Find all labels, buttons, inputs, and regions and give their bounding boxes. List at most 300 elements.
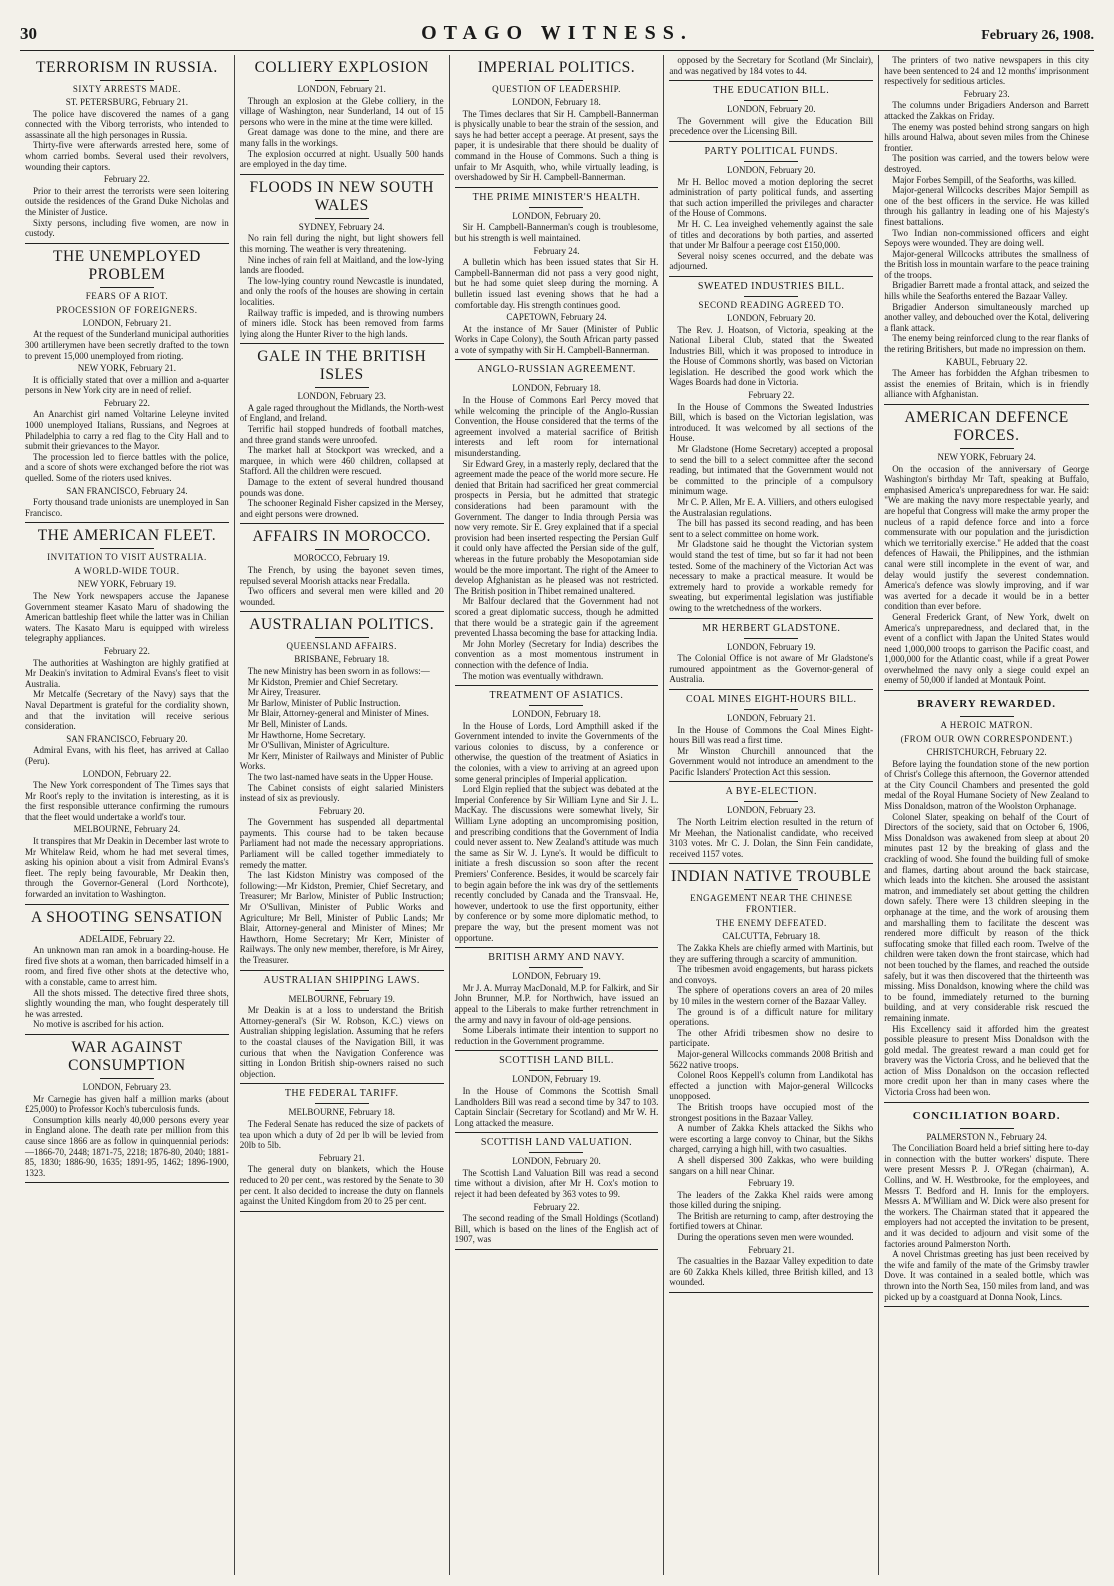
article-headline: CONCILIATION BOARD. xyxy=(912,1109,1061,1122)
article-separator xyxy=(455,685,659,686)
paragraph: Sir Edward Grey, in a masterly reply, declared that the agreement made the peace of the world more secure. He denied that Britain had sacrificed her great commercial prospects in Persia, but he admitted that strategic considerations had been paramount with the Government. The danger to India through Persia was now very remote. Sir E. Grey explained that if a special provision had been inserted respecting the Persian Gulf it could only have affected the Persian side of the gulf, whereas in the future probably the Mesopotamian side would be the more important. The right of the Ameer to develop Afghanistan as he pleased was not restricted. The British position in Thibet remained unaltered. xyxy=(454,458,659,596)
article-headline: GALE IN THE BRITISH ISLES xyxy=(257,348,427,384)
article-separator xyxy=(884,690,1089,691)
paragraph: The Federal Senate has reduced the size of packets of tea upon which a duty of 2d per lb will be levied from 20lb to 5lb. xyxy=(239,1118,444,1151)
paragraph: During the operations seven men were wounded. xyxy=(677,1232,854,1243)
article-headline: TREATMENT OF ASIATICS. xyxy=(489,690,624,702)
paragraph: opposed by the Secretary for Scotland (Mr Sinclair), and was negatived by 184 votes to 44. xyxy=(669,55,874,76)
dateline: NEW YORK, February 24. xyxy=(937,452,1036,462)
paragraph: Great damage was done to the mine, and there are many falls in the workings. xyxy=(239,127,444,148)
article-headline: THE FEDERAL TARIFF. xyxy=(284,1088,399,1100)
paragraph: The tribesmen avoid engagements, but harass pickets and convoys. xyxy=(669,964,874,985)
headline-rule xyxy=(744,161,798,162)
dateline: CAPETOWN, February 24. xyxy=(506,312,607,323)
article-separator xyxy=(669,863,873,864)
dateline: MOROCCO, February 19. xyxy=(293,553,390,564)
paragraph: The Rev. J. Hoatson, of Victoria, speaking at the National Liberal Club, stated that the Sweated Industries Bill, which it was proposed to introduce in the House of Commons shortly, was based on Victorian legislation. He described the good work which the Wages Boards had done in Victoria. xyxy=(669,324,874,388)
paragraph: Mr Airey, Treasurer. xyxy=(247,687,321,698)
paragraph: The printers of two native newspapers in this city have been sentenced to 24 and 12 months' imprisonment respectively for seditious articles. xyxy=(884,55,1089,87)
paragraph: The leaders of the Zakka Khel raids were among those killed during the sniping. xyxy=(669,1189,874,1211)
article-subheading: QUESTION OF LEADERSHIP. xyxy=(492,84,621,94)
article-headline: SCOTTISH LAND BILL. xyxy=(499,1055,614,1067)
headline-rule xyxy=(529,1070,583,1071)
paragraph: Mr Bell, Minister of Lands. xyxy=(247,718,348,729)
paragraph: The Conciliation Board held a brief sitting here to-day in connection with the butter workers' dispute. There were present Messrs P. J. O'Regan (chairman), A. Collins, and W. H. Westbrooke, for the employees, and Messrs T. Bedford and H. Innis for the employers. Messrs A. M'William and W. Dick were also present for the workers. The Chairman stated that it appeared the employers had not accepted the invitation to be present, and it was decided to adjourn and visit some of the factories around Palmerston North. xyxy=(884,1143,1089,1249)
paragraph: The authorities at Washington are highly gratified at Mr Deakin's invitation to Admiral Evans's fleet to visit Australia. xyxy=(25,657,229,689)
article-headline: BRAVERY REWARDED. xyxy=(917,698,1057,711)
article-separator xyxy=(25,904,229,905)
headline-rule xyxy=(960,1128,1014,1129)
dateline: SYDNEY, February 24. xyxy=(298,221,385,232)
article xyxy=(669,623,873,685)
article-separator xyxy=(25,1182,229,1183)
issue-date: February 26, 1908. xyxy=(981,28,1094,43)
headline-rule xyxy=(529,1152,583,1153)
paragraph: The general duty on blankets, which the House reduced to 20 per cent., was restored by the Senate to 30 per cent. It also decided to increase the duty on flannels against the United Kingdom from 20 to 25 per cent. xyxy=(239,1164,444,1207)
dateline: BRISBANE, February 18. xyxy=(294,654,390,665)
paragraph: The Government has suspended all departmental payments. This course had to be taken because Parliament had not made the necessary appropriations. Parliament will be called together immediately to remedy the matter. xyxy=(239,817,444,870)
article-separator xyxy=(455,1132,659,1133)
headline-rule xyxy=(315,387,369,388)
paragraph: Mr Kidston, Premier and Chief Secretary. xyxy=(247,676,398,687)
paragraph: The two last-named have seats in the Upper House. xyxy=(247,771,433,782)
headline-rule xyxy=(744,709,798,710)
article xyxy=(669,55,873,76)
article xyxy=(455,59,659,183)
paragraph: The Times declares that Sir H. Campbell-Bannerman is physically unable to bear the strain of the session, and says he had better accept a peerage. At present, says the paper, it is undesirable that there should be duality of command in the House of Commons. Such a thing is unfair to Mr Asquith, who, while virtually leading, is overshadowed by Sir H. Campbell-Bannerman. xyxy=(454,108,659,183)
article-headline: A BYE-ELECTION. xyxy=(725,786,817,798)
paragraph: Colonel Slater, speaking on behalf of the Court of Directors of the society, said that on October 6, 1906, Miss Donaldson was awakened from sleep at about 20 minutes past 12 by the breaking of glass and the crackling of wood. She found the building full of smoke and flames, darting about around the back staircase, which leads into the kitchen. She aroused the assistant matron, and immediately set about getting the children down safely. There were 13 children sleeping in the orphanage at the time, and the work of arousing them and marshalling them to facilitate the descent was rendered more difficult by reason of the thick suffocating smoke that filled each room. Twelve of the children were taken down the front staircase, which had not been touched by the flames, and reached the outside safely, but it was then discovered that the thirteenth was missing. Miss Donaldson, knowing where the child was to be found, immediately returned to the burning building, and at very considerable risk rescued the remaining inmate. xyxy=(884,811,1089,1023)
paragraph: Nine inches of rain fell at Maitland, and the low-lying lands are flooded. xyxy=(239,254,444,276)
dateline: LONDON, February 22. xyxy=(82,768,172,779)
dateline: February 24. xyxy=(533,245,580,256)
dateline: LONDON, February 23. xyxy=(297,391,386,402)
article-subheading: INVITATION TO VISIT AUSTRALIA. xyxy=(47,552,207,563)
paragraph: Brigadier Anderson simultaneously marched up another valley, and debouched over the Kotal, delivering a flank attack. xyxy=(884,301,1089,333)
paragraph: Mr John Morley (Secretary for India) describes the convention as a most momentous instrument in connection with the defence of India. xyxy=(454,638,659,670)
paragraph: Forty thousand trade unionists are unemployed in San Francisco. xyxy=(25,497,229,518)
article xyxy=(240,616,444,965)
article-separator xyxy=(25,522,229,523)
paragraph: Mr Gladstone (Home Secretary) accepted a proposal to send the bill to a select committee after the second reading, but intimated that the Government would not be committed to the principle of a compulsory minimum wage. xyxy=(669,444,874,497)
paragraph: Railway traffic is impeded, and is throwing numbers of miners idle. Stock has been removed from farms lying along the Hunter River to the high lands. xyxy=(239,307,444,339)
dateline: LONDON, February 18. xyxy=(512,97,601,107)
dateline: MELBOURNE, February 18. xyxy=(288,1107,395,1118)
paragraph: All the shots missed. The detective fired three shots, slightly wounding the man, who fought desperately till he was arrested. xyxy=(25,987,229,1019)
paragraph: Mr Blair, Attorney-general and Minister of Mines. xyxy=(247,708,429,719)
dateline: LONDON, February 23. xyxy=(82,1081,172,1092)
paragraph: Mr C. P. Allen, Mr E. A. Villiers, and others eulogised the Australasian regulations. xyxy=(669,497,874,518)
paragraph: His Excellency said it afforded him the greatest possible pleasure to present Miss Donaldson with the gold medal. The greatest reward a man could get for bravery was the Victoria Cross, and he believed that the action of Miss Donaldson on the occasion reflected more credit upon her than in many cases where the Victoria Cross had been won. xyxy=(884,1023,1089,1098)
paragraph: Mr Winston Churchill announced that the Government would not introduce an amendment to the Pacific Islanders' Protection Act this session. xyxy=(669,745,874,777)
paragraph: The New York newspapers accuse the Japanese Government steamer Kasato Maru of shadowing the American battleship fleet while the latter was in Chilian waters. The Kasato Maru is equipped with wireless telegraphy appliances. xyxy=(25,591,229,644)
headline-rule xyxy=(960,448,1014,449)
headline-rule xyxy=(100,287,154,288)
article-separator xyxy=(240,1211,444,1212)
article-separator xyxy=(669,689,873,690)
column-5 xyxy=(879,55,1094,1575)
article-separator xyxy=(240,174,444,175)
article-headline: SWEATED INDUSTRIES BILL. xyxy=(697,280,845,292)
paragraph: Two Indian non-commissioned officers and eight Sepoys were wounded. They are doing well. xyxy=(884,227,1089,249)
headline-rule xyxy=(315,218,369,219)
dateline: LONDON, February 19. xyxy=(727,641,816,652)
paragraph: Brigadier Barrett made a frontal attack, and seized the hills while the Seaforths entered the Bazaar Valley. xyxy=(884,280,1089,302)
article-headline: THE AMERICAN FLEET. xyxy=(37,527,217,545)
article-separator xyxy=(669,80,873,81)
headline-rule xyxy=(960,716,1014,717)
paragraph: A number of Zakka Khels attacked the Sikhs who were escorting a large convoy to Chinar, but the Sikhs charged, carrying a high hill, with two casualties. xyxy=(669,1123,874,1155)
article xyxy=(455,364,659,681)
paragraph: Mr O'Sullivan, Minister of Agriculture. xyxy=(247,740,390,751)
paragraph: The enemy being reinforced clung to the rear flanks of the retiring Britishers, but made no impression on them. xyxy=(884,333,1089,355)
paragraph: Through an explosion at the Glebe colliery, in the village of Washington, near Sunderland, 14 out of 15 persons who were in the mine at the time were killed. xyxy=(239,95,444,127)
article-subheading: QUEENSLAND AFFAIRS. xyxy=(286,641,397,652)
dateline: February 20. xyxy=(318,805,365,816)
article-separator xyxy=(669,618,873,619)
article-separator xyxy=(240,523,444,524)
paragraph: The second reading of the Small Holdings (Scotland) Bill, which is based on the lines of the English act of 1907, was xyxy=(454,1213,659,1245)
paragraph: Mr Deakin is at a loss to understand the British Attorney-general's (Sir W. Robson, K.C.) views on Australian shipping legislation. Assuming that he refers to the coastal clauses of the Navigation Bill, it was curious that when the Navigation Conference was sitting in London British ship-owners raised no such objection. xyxy=(239,1005,444,1079)
paragraph: On the occasion of the anniversary of George Washington's birthday Mr Taft, speaking at Buffalo, emphasised America's unpreparedness for war. He said: "We are making the navy more respectable yearly, and are hopeful that Congress will make the army proper the nucleus of a rapid defence force and into a force commensurate with our population and the jurisdiction which we territorially exercise." He added that the coast defences of Hawaii, the Philippines, and the isthmian canal were still incomplete in the event of war, and delay would justify the severest condemnation. America's defence was slowly improving, and if war was averted for a decade it would be in a better condition than ever before. xyxy=(884,463,1089,612)
headline-rule xyxy=(529,80,583,81)
article-separator xyxy=(25,243,229,244)
paragraph: Sixty persons, including five women, are now in custody. xyxy=(25,217,229,239)
paragraph: It is officially stated that over a million and a-quarter persons in New York city are in need of relief. xyxy=(25,374,229,396)
paragraph: A gale raged throughout the Midlands, the North-west of England, and Ireland. xyxy=(239,402,444,424)
dateline: February 22. xyxy=(103,397,150,408)
article-subheading: A HEROIC MATRON. xyxy=(940,720,1033,731)
headline-rule xyxy=(744,296,798,297)
paragraph: Mr H. Belloc moved a motion deploring the secret administration of party political funds, and asserting that such action imperilled the privileges and character of the House of Commons. xyxy=(669,176,874,219)
article xyxy=(240,975,444,1080)
headline-rule xyxy=(744,638,798,639)
headline-rule xyxy=(529,379,583,380)
paragraph: The other Afridi tribesmen show no desire to participate. xyxy=(669,1027,874,1049)
paragraph: In the House of Commons the Sweated Industries Bill, which is based on the Victorian legislation, was introduced. It was welcomed by all sections of the House. xyxy=(669,401,874,444)
dateline: February 22. xyxy=(533,1201,580,1212)
article xyxy=(25,527,229,899)
article-headline: MR HERBERT GLADSTONE. xyxy=(702,622,841,634)
dateline: LONDON, February 18. xyxy=(512,709,601,720)
article-headline: INDIAN NATIVE TROUBLE xyxy=(671,868,872,886)
paragraph: In the House of Commons the Scottish Small Landholders Bill was read a second time by 347 to 103. Captain Sinclair (Secretary for Scotland) and Mr W. H. Long attacked the measure. xyxy=(454,1085,659,1128)
paragraph: The procession led to fierce battles with the police, and a score of shots were exchanged before the riot was quelled. Some of the rioters used knives. xyxy=(25,451,229,484)
paragraph: Lord Elgin replied that the subject was debated at the Imperial Conference by Sir William Lyne and Sir J. L. MacKay. The discussions were somewhat lively, Sir William Lyne adopting an uncompromising position, and prescribing conditions that the Government of India could never assent to. New Zealand's attitude was much the same as Sir W. J. Lyne's. It would be difficult to initiate a fresh discussion so soon after the recent Premiers' Conference. Besides, it would be scarcely fair to begin again before the ink was dry of the settlements recently concluded by Canada and the Transvaal. He, however, undertook to use the first opportunity, either by conference or by some more diplomatic method, to prepare the way, but the present moment was not opportune. xyxy=(454,784,659,943)
article xyxy=(240,528,444,607)
article-separator xyxy=(240,611,444,612)
headline-rule xyxy=(529,705,583,706)
paragraph: Major-general Willcocks attributes the smallness of the British loss in mountain warfare to the peace training of the troops. xyxy=(884,248,1089,280)
paragraph: Major-general Willcocks commands 2008 British and 5622 native troops. xyxy=(669,1048,874,1070)
paragraph: A novel Christmas greeting has just been received by the wife and family of the mate of the Grimsby trawler Dove. It was contained in a sealed bottle, which was thrown into the North Sea, 150 miles from land, and was picked up by a coastguard at Donna Nook, Lincs. xyxy=(884,1249,1089,1302)
dateline: LONDON, February 21. xyxy=(82,317,172,328)
column-2 xyxy=(235,55,450,1575)
article xyxy=(669,281,873,614)
dateline: LONDON, February 20. xyxy=(512,1156,601,1167)
dateline: CHRISTCHURCH, February 22. xyxy=(926,747,1047,758)
paragraph: The market hall at Stockport was wrecked, and a marquee, in which were 460 children, collapsed at Stafford. All the children were rescued. xyxy=(239,445,444,477)
headline-rule xyxy=(100,1078,154,1079)
article-subheading: THE ENEMY DEFEATED. xyxy=(715,918,827,929)
article-headline: AMERICAN DEFENCE FORCES. xyxy=(904,409,1069,444)
paragraph: The last Kidston Ministry was composed of the following:—Mr Kidston, Premier, Chief Secretary, and Treasurer; Mr Barlow, Minister of Public Instruction; Mr O'Sullivan, Minister of Public Works and Agriculture; Mr Bell, Minister of Public Lands; Mr Blair, Attorney-general and Minister of Mines; Mr Hawthorn, Home Secretary; Mr Kerr, Minister of Railways. The only new member, therefore, is Mr Airey, the Treasurer. xyxy=(239,870,444,965)
article-headline: A SHOOTING SENSATION xyxy=(31,908,223,926)
paragraph: Terrific hail stopped hundreds of football matches, and three grand stands were unroofed. xyxy=(239,424,444,445)
article-separator xyxy=(455,1249,659,1250)
article-headline: SCOTTISH LAND VALUATION. xyxy=(480,1137,633,1149)
headline-rule xyxy=(529,207,583,208)
dateline: MELBOURNE, February 24. xyxy=(73,824,181,835)
paragraph: Mr Barlow, Minister of Public Instruction. xyxy=(247,697,401,708)
paragraph: The ground is of a difficult nature for military operations. xyxy=(669,1006,874,1028)
headline-rule xyxy=(315,80,369,81)
article-headline: WAR AGAINST CONSUMPTION xyxy=(68,1038,186,1074)
paragraph: The columns under Brigadiers Anderson and Barrett attacked the Zakkas on Friday. xyxy=(884,100,1089,121)
article-separator xyxy=(884,1306,1089,1307)
paragraph: Mr J. A. Murray MacDonald, M.P. for Falkirk, and Sir John Brunner, M.P. for Northwich, have issued an appeal to the Liberals to make further retrenchment in the army and navy in favour of old-age pensions. xyxy=(454,982,659,1025)
dateline: ADELAIDE, February 22. xyxy=(78,933,175,944)
article-separator xyxy=(25,1034,229,1035)
article xyxy=(25,59,229,239)
paragraph: In the House of Commons the Coal Mines Eight-hours Bill was read a first time. xyxy=(669,724,874,746)
paragraph: In the House of Commons Earl Percy moved that while welcoming the principle of the Anglo-Russian Convention, the House considered that the terms of the agreement involved a material sacrifice of British interests and left room for international misunderstanding. xyxy=(454,395,659,459)
article-separator xyxy=(884,404,1089,405)
article xyxy=(240,179,444,340)
paragraph: Mr Gladstone said he thought the Victorian system would stand the test of time, but so far it had not been tested. Some of the machinery of the Victorian Act was necessary to make a practical measure. It would be extremely hard to provide a workable remedy for sweating, but experimental legislation was justifiable owing to the wretchedness of the workers. xyxy=(669,539,874,613)
paragraph: Prior to their arrest the terrorists were seen loitering outside the residences of the Grand Duke Nicholas and the Minister of Justice. xyxy=(25,185,229,217)
headline-rule xyxy=(100,930,154,931)
paragraph: The Cabinet consists of eight salaried Ministers instead of six as previously. xyxy=(239,782,444,804)
article-subheading: (FROM OUR OWN CORRESPONDENT.) xyxy=(900,734,1073,745)
column-4 xyxy=(664,55,879,1575)
paragraph: At the instance of Mr Sauer (Minister of Public Works in Cape Colony), the South African party passed a vote of sympathy with Sir H. Campbell-Bannerman. xyxy=(454,323,659,355)
paragraph: No motive is ascribed for his action. xyxy=(33,1019,164,1030)
article-separator xyxy=(455,947,659,948)
paragraph: The bill has passed its second reading, and has been sent to a select committee on home work. xyxy=(669,518,874,539)
paragraph: Admiral Evans, with his fleet, has arrived at Callao (Peru). xyxy=(25,745,229,766)
paragraph: The motion was eventually withdrawn. xyxy=(462,670,604,681)
dateline: February 23. xyxy=(963,88,1010,99)
paragraph: The low-lying country round Newcastle is inundated, and only the roofs of the houses are showing in certain localities. xyxy=(239,275,444,307)
dateline: LONDON, February 20. xyxy=(727,312,816,323)
paragraph: Two officers and several men were killed and 20 wounded. xyxy=(239,586,444,607)
headline-rule xyxy=(744,889,798,890)
column-3 xyxy=(450,55,665,1575)
dateline: February 22. xyxy=(103,174,150,185)
paragraph: Mr H. C. Lea inveighed vehemently against the sale of titles and decorations by both parties, and asserted that under Mr Balfour a peerage cost £150,000. xyxy=(669,218,874,251)
paragraph: Before laying the foundation stone of the new portion of Christ's College this afternoon, the Governor attended at the City Council Chambers and presented the gold medal of the Royal Humane Society of New Zealand to Miss Donaldson, matron of the Woolston Orphanage. xyxy=(884,758,1089,812)
article-separator xyxy=(884,1102,1089,1103)
dateline: NEW YORK, February 19. xyxy=(77,579,177,590)
paragraph: Mr Kerr, Minister of Railways and Minister of Public Works. xyxy=(239,750,444,772)
dateline: February 22. xyxy=(103,645,150,656)
dateline: LONDON, February 23. xyxy=(727,805,816,816)
paragraph: Colonel Roos Keppell's column from Landikotal has effected a junction with Major-general Willcocks unopposed. xyxy=(669,1070,874,1102)
article xyxy=(669,85,873,137)
paragraph: It transpires that Mr Deakin in December last wrote to Mr Whitelaw Reid, whom he had met several times, asking his opinion about a visit from Admiral Evans's fleet. The reply being favourable, Mr Deakin then, through the Governor-General (Lord Northcote), forwarded an invitation to Washington. xyxy=(25,836,229,900)
article-headline: FLOODS IN NEW SOUTH WALES xyxy=(249,178,434,214)
paragraph: Mr Metcalfe (Secretary of the Navy) says that the Naval Department is grateful for the cordiality shown, and that the invitation will receive serious consideration. xyxy=(25,689,229,732)
article-separator xyxy=(669,276,873,277)
dateline: LONDON, February 20. xyxy=(512,210,601,221)
paragraph: Sir H. Campbell-Bannerman's cough is troublesome, but his strength is well maintained. xyxy=(454,222,659,243)
article-headline: AFFAIRS IN MOROCCO. xyxy=(252,528,431,546)
article-separator xyxy=(455,187,659,188)
paragraph: The Zakka Khels are chiefly armed with Martinis, but they are suffering through a scarcity of ammunition. xyxy=(669,943,874,964)
article-headline: COAL MINES EIGHT-HOURS BILL. xyxy=(686,693,857,705)
article-headline: IMPERIAL POLITICS. xyxy=(477,59,636,76)
article xyxy=(455,192,659,356)
article xyxy=(240,1088,444,1206)
dateline: SAN FRANCISCO, February 20. xyxy=(66,733,188,744)
article-subheading: ENGAGEMENT NEAR THE CHINESE FRONTIER. xyxy=(690,893,853,915)
article-headline: AUSTRALIAN SHIPPING LAWS. xyxy=(263,974,420,986)
article xyxy=(25,1039,229,1178)
paragraph: An Anarchist girl named Voltarine Leleyne invited 1000 unemployed Italians, Russians, and Negroes at Philadelphia to carry a red flag to the City Hall and to submit their grievances to the Mayor. xyxy=(25,409,229,452)
article-subheading: A WORLD-WIDE TOUR. xyxy=(74,566,180,577)
article xyxy=(669,694,873,778)
paragraph: The explosion occurred at night. Usually 500 hands are employed in the day time. xyxy=(239,148,444,170)
paragraph: No rain fell during the night, but light showers fell this morning. The weather is very threatening. xyxy=(239,233,444,254)
paragraph: The enemy was posted behind strong sangars on high hills around Halwa, about seven miles from the Chinese frontier. xyxy=(884,121,1089,153)
article-separator xyxy=(669,1292,873,1293)
dateline: NEW YORK, February 21. xyxy=(77,363,177,374)
headline-rule xyxy=(315,637,369,638)
article xyxy=(455,690,659,943)
paragraph: The Scottish Land Valuation Bill was read a second time without a division, after Mr H. Cox's motion to reject it had been defeated by 363 votes to 99. xyxy=(454,1167,659,1200)
article xyxy=(455,1055,659,1128)
article-headline: COLLIERY EXPLOSION xyxy=(254,59,429,76)
article xyxy=(884,55,1089,400)
dateline: February 22. xyxy=(748,390,795,401)
column-1 xyxy=(20,55,235,1575)
paragraph: The Ameer has forbidden the Afghan tribesmen to assist the enemies of Britain, which is in friendly alliance with Afghanistan. xyxy=(884,368,1089,400)
columns xyxy=(20,55,1094,1575)
headline-rule xyxy=(744,100,798,101)
paragraph: A shell dispersed 300 Zakkas, who were building sangars on a hill near Chinar. xyxy=(669,1154,874,1176)
headline-rule xyxy=(315,990,369,991)
dateline: ST. PETERSBURG, February 21. xyxy=(65,97,189,107)
headline-rule xyxy=(315,1103,369,1104)
paragraph: The French, by using the bayonet seven times, repulsed several Moorish attacks near Fredalla. xyxy=(239,565,444,586)
article-headline: THE PRIME MINISTER'S HEALTH. xyxy=(472,191,641,203)
masthead xyxy=(20,22,1094,51)
article-separator xyxy=(455,359,659,360)
paragraph: Damage to the extent of several hundred thousand pounds was done. xyxy=(239,477,444,498)
paragraph: The North Leitrim election resulted in the return of Mr Meehan, the Nationalist candidate, who received 3103 votes. Mr C. J. Dolan, the Sinn Fein candidate, received 1157 votes. xyxy=(669,817,874,859)
paragraph: The New York correspondent of The Times says that Mr Root's reply to the invitation is interesting, as it is the first responsible utterance confirming the rumours that the fleet would undertake a world's tour. xyxy=(25,780,229,822)
dateline: MELBOURNE, February 19. xyxy=(288,993,395,1004)
article-subheading: PROCESSION OF FOREIGNERS. xyxy=(56,304,198,315)
paragraph: Some Liberals intimate their intention to support no reduction in the Government programme. xyxy=(454,1025,659,1046)
paragraph: The Colonial Office is not aware of Mr Gladstone's rumoured appointment as the Governor-general of Australia. xyxy=(669,653,874,685)
dateline: CALCUTTA, February 18. xyxy=(722,931,821,942)
paragraph: The position was carried, and the towers below were destroyed. xyxy=(884,153,1089,174)
headline-rule xyxy=(100,548,154,549)
dateline: SAN FRANCISCO, February 24. xyxy=(66,485,188,496)
article-headline: PARTY POLITICAL FUNDS. xyxy=(704,145,839,157)
headline-rule xyxy=(315,549,369,550)
dateline: KABUL, February 22. xyxy=(945,356,1028,367)
paragraph: The new Ministry has been sworn in as follows:— xyxy=(247,665,430,676)
paragraph: An unknown man ran amok in a boarding-house. He fired five shots at a woman, then barricaded himself in a room, and fired five other shots at the detective who, with a constable, came to arrest him. xyxy=(25,945,229,987)
paragraph: General Frederick Grant, of New York, dwelt on America's unpreparedness, and declared that, in the event of a conflict with Japan the United States would need 1,000,000 troops to garrison the Pacific coast, and 1,000,000 for the Atlantic coast, while if a great Power overwhelmed the navy only a siege could expel an enemy of 50,000 if landed at Montauk Point. xyxy=(884,611,1089,686)
dateline: LONDON, February 18. xyxy=(512,383,601,394)
article xyxy=(884,409,1089,686)
paragraph: The schooner Reginald Fisher capsized in the Mersey, and eight persons were drowned. xyxy=(239,498,444,519)
article-headline: THE EDUCATION BILL. xyxy=(713,85,830,97)
article-subheading: SECOND READING AGREED TO. xyxy=(698,299,845,310)
article-headline: AUSTRALIAN POLITICS. xyxy=(249,616,435,634)
article xyxy=(884,695,1089,1098)
headline-rule xyxy=(744,801,798,802)
article-separator xyxy=(669,781,873,782)
article xyxy=(240,348,444,519)
dateline: LONDON, February 19. xyxy=(512,971,601,982)
article-headline: BRITISH ARMY AND NAVY. xyxy=(488,952,625,964)
article-subheading: SIXTY ARRESTS MADE. xyxy=(72,84,181,94)
paragraph: The Government will give the Education Bill precedence over the Licensing Bill. xyxy=(669,115,874,137)
article xyxy=(669,868,873,1288)
dateline: February 19. xyxy=(748,1178,795,1189)
paragraph: The casualties in the Bazaar Valley expedition to date are 60 Zakka Khels killed, three British killed, and 13 wounded. xyxy=(669,1256,874,1288)
dateline: PALMERSTON N., February 24. xyxy=(926,1131,1047,1142)
dateline: LONDON, February 20. xyxy=(727,164,816,175)
article-headline: ANGLO-RUSSIAN AGREEMENT. xyxy=(477,364,636,376)
paragraph: Mr Carnegie has given half a million marks (about £25,000) to Professor Koch's tuberculosis funds. xyxy=(25,1093,229,1115)
paragraph: The British are returning to camp, after destroying the fortified towers at Chinar. xyxy=(669,1210,874,1232)
paragraph: The police have discovered the names of a gang connected with the Viborg terrorists, who intended to assassinate all the high personages in Russia. xyxy=(25,108,229,140)
article xyxy=(240,59,444,170)
article xyxy=(669,786,873,859)
paragraph: A bulletin which has been issued states that Sir H. Campbell-Bannerman did not pass a very good night, but he had some quiet sleep during the morning. A bulletin issued last evening shows that he had a comfortable day. His strength continues good. xyxy=(454,257,659,310)
page-number: 30 xyxy=(20,24,37,43)
article-headline: THE UNEMPLOYED PROBLEM xyxy=(53,247,201,283)
article-separator xyxy=(455,1050,659,1051)
paragraph: Mr Hawthorne, Home Secretary. xyxy=(247,729,366,740)
article xyxy=(455,1137,659,1245)
dateline: February 21. xyxy=(748,1244,795,1255)
article-headline: TERRORISM IN RUSSIA. xyxy=(35,59,218,76)
dateline: LONDON, February 20. xyxy=(727,104,816,115)
paragraph: The British troops have occupied most of the strongest positions in the Bazaar Valley. xyxy=(669,1101,874,1123)
article-separator xyxy=(240,1083,444,1084)
paragraph: Several noisy scenes occurred, and the debate was adjourned. xyxy=(669,250,874,272)
article xyxy=(669,146,873,272)
article-separator xyxy=(669,141,873,142)
paragraph: Major-general Willcocks describes Major Sempill as one of the best officers in the service. He was killed through his gallantry in leading one of his Majesty's finest battalions. xyxy=(884,185,1089,227)
dateline: LONDON, February 19. xyxy=(512,1074,601,1085)
newspaper-title: OTAGO WITNESS. xyxy=(421,22,693,44)
paragraph: In the House of Lords, Lord Ampthill asked if the Government intended to invite the Governments of the various colonies to discuss, by a conference or otherwise, the question of the treatment of Asiatics in the colonies, with a view to arriving at an agreed upon some general principles of Imperial application. xyxy=(454,720,659,784)
paragraph: Mr Balfour declared that the Government had not scored a great diplomatic success, though he admitted that there would be a strategic gain if the agreement prevented Lhassa becoming the base for attacking India. xyxy=(454,596,659,639)
dateline: LONDON, February 21. xyxy=(727,712,816,723)
paragraph: Major Forbes Sempill, of the Seaforths, was killed. xyxy=(892,174,1077,185)
article xyxy=(884,1107,1089,1303)
paragraph: Consumption kills nearly 40,000 persons every year in England alone. The death rate per million from this cause since 1866 are as follow in quinquennial periods:—1866-70, 2448; 1871-75, 2218; 1876-80, 2040; 1881-85, 1830; 1886-90, 1635; 1891-95, 1462; 1896-1900, 1323. xyxy=(25,1114,229,1178)
dateline: February 21. xyxy=(318,1152,365,1163)
paragraph: Thirty-five were afterwards arrested here, some of whom carried bombs. Several used their revolvers, wounding their captors. xyxy=(25,140,229,172)
dateline: LONDON, February 21. xyxy=(297,84,386,94)
article-separator xyxy=(240,970,444,971)
headline-rule xyxy=(100,80,154,81)
article-subheading: FEARS OF A RIOT. xyxy=(85,290,169,301)
article xyxy=(25,909,229,1030)
paragraph: At the request of the Sunderland municipal authorities 300 artillerymen have been secretly drafted to the town to prevent 15,000 unemployed from rioting. xyxy=(25,329,229,361)
headline-rule xyxy=(529,967,583,968)
article xyxy=(455,952,659,1046)
